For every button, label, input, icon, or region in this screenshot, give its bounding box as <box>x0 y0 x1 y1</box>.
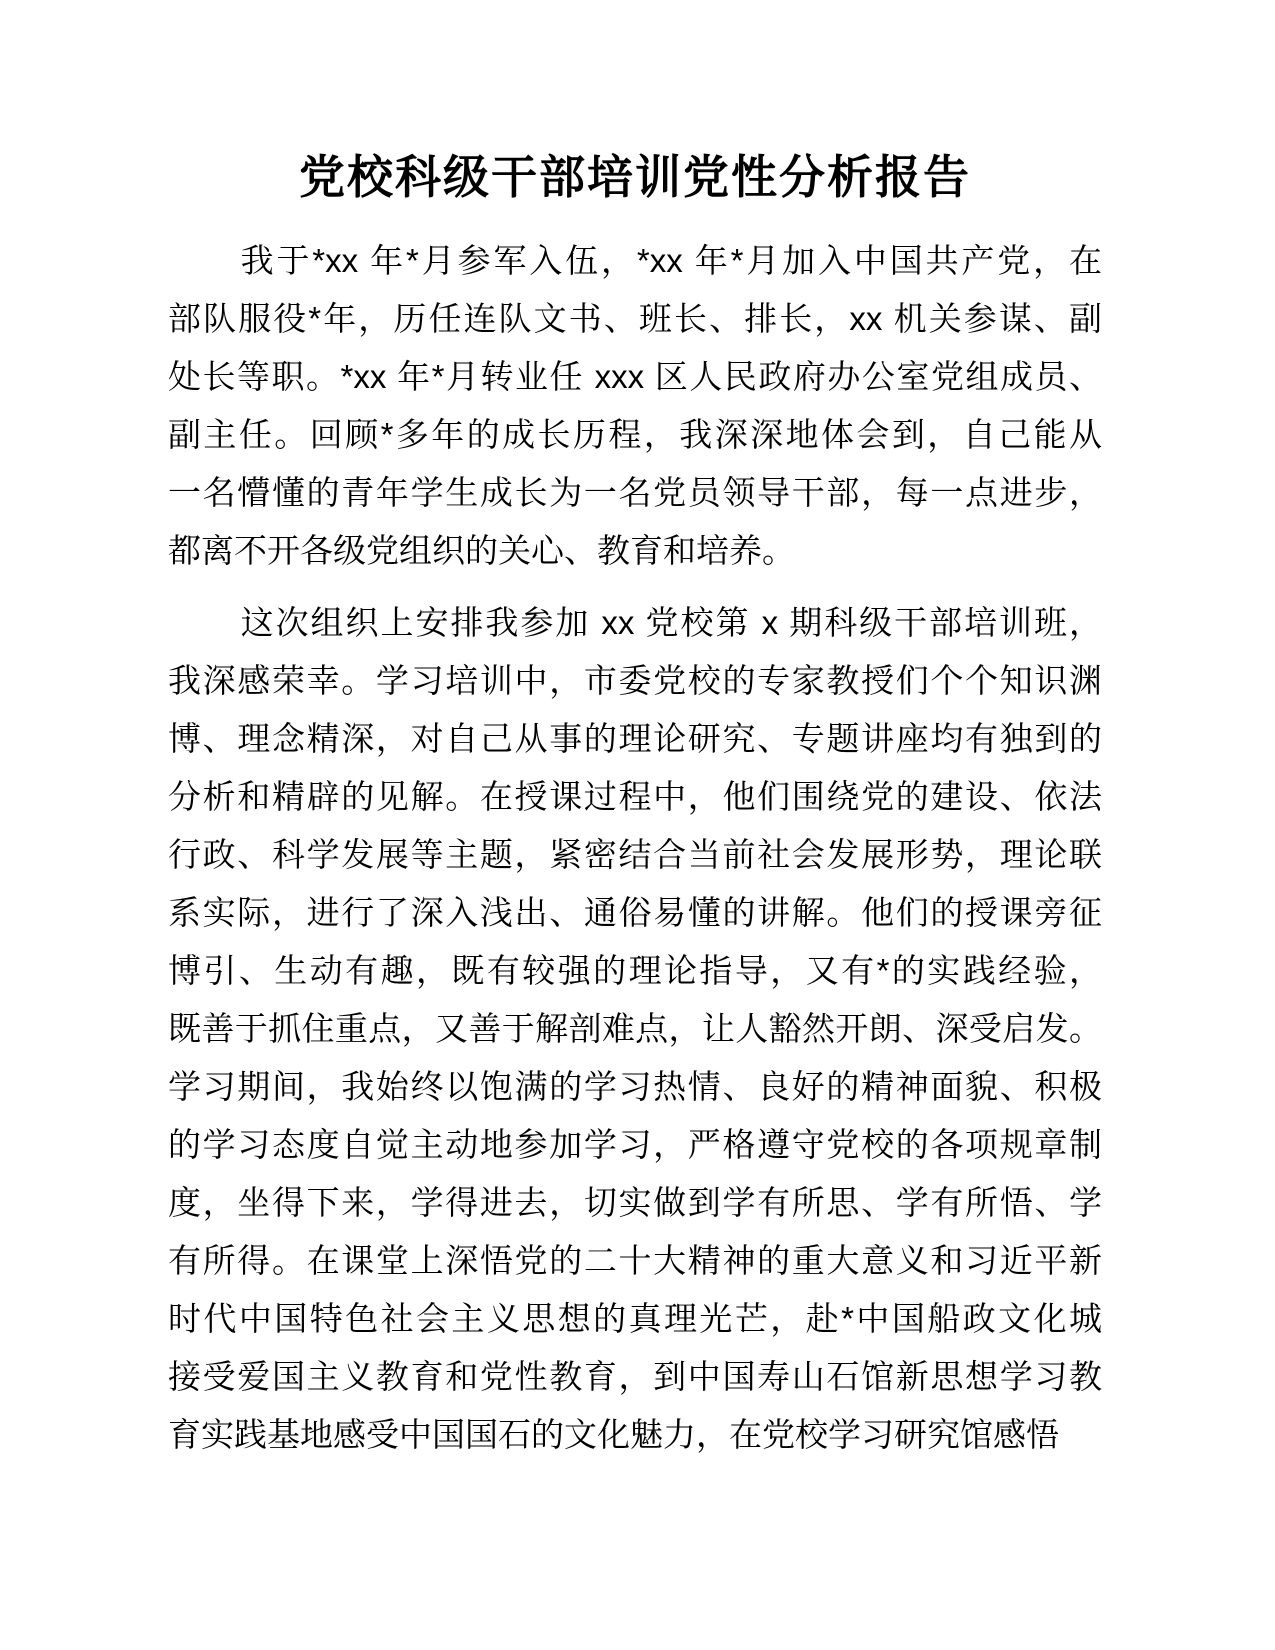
text-line: 博引、生动有趣，既有较强的理论指导，又有*的实践经验， <box>168 952 1102 989</box>
text-line: 有所得。在课堂上深悟党的二十大精神的重大意义和习近平新 <box>168 1242 1102 1279</box>
text-line: 既善于抓住重点，又善于解剖难点，让人豁然开朗、深受启发。 <box>168 1010 1102 1047</box>
text-line: 学习期间，我始终以饱满的学习热情、良好的精神面貌、积极 <box>168 1068 1102 1105</box>
paragraph-intro <box>168 232 1102 580</box>
text-line: 我深感荣幸。学习培训中，市委党校的专家教授们个个知识渊 <box>168 662 1102 699</box>
text-line: 分析和精辟的见解。在授课过程中，他们围绕党的建设、依法 <box>168 778 1102 815</box>
document-body <box>168 232 1102 1464</box>
text-line: 时代中国特色社会主义思想的真理光芒，赴*中国船政文化城 <box>168 1300 1102 1337</box>
text-line: 博、理念精深，对自己从事的理论研究、专题讲座均有独到的 <box>168 720 1102 757</box>
text-line: 育实践基地感受中国国石的文化魅力，在党校学习研究馆感悟 <box>168 1416 1059 1453</box>
text-line: 我于*xx 年*月参军入伍，*xx 年*月加入中国共产党，在 <box>240 242 1102 279</box>
text-line: 都离不开各级党组织的关心、教育和培养。 <box>168 532 795 569</box>
text-line: 行政、科学发展等主题，紧密结合当前社会发展形势，理论联 <box>168 836 1102 873</box>
text-line: 的学习态度自觉主动地参加学习，严格遵守党校的各项规章制 <box>168 1126 1102 1163</box>
text-line: 接受爱国主义教育和党性教育，到中国寿山石馆新思想学习教 <box>168 1358 1102 1395</box>
text-line: 部队服役*年，历任连队文书、班长、排长，xx 机关参谋、副 <box>168 300 1102 337</box>
page-title: 党校科级干部培训党性分析报告 <box>299 151 971 203</box>
text-line: 这次组织上安排我参加 xx 党校第 x 期科级干部培训班， <box>240 604 1102 641</box>
text-line: 副主任。回顾*多年的成长历程，我深深地体会到，自己能从 <box>168 416 1102 453</box>
text-line: 系实际，进行了深入浅出、通俗易懂的讲解。他们的授课旁征 <box>168 894 1102 931</box>
paragraph-training <box>168 594 1102 1464</box>
text-line: 处长等职。*xx 年*月转业任 xxx 区人民政府办公室党组成员、 <box>168 358 1102 395</box>
text-line: 度，坐得下来，学得进去，切实做到学有所思、学有所悟、学 <box>168 1184 1102 1221</box>
text-line: 一名懵懂的青年学生成长为一名党员领导干部，每一点进步， <box>168 474 1102 511</box>
